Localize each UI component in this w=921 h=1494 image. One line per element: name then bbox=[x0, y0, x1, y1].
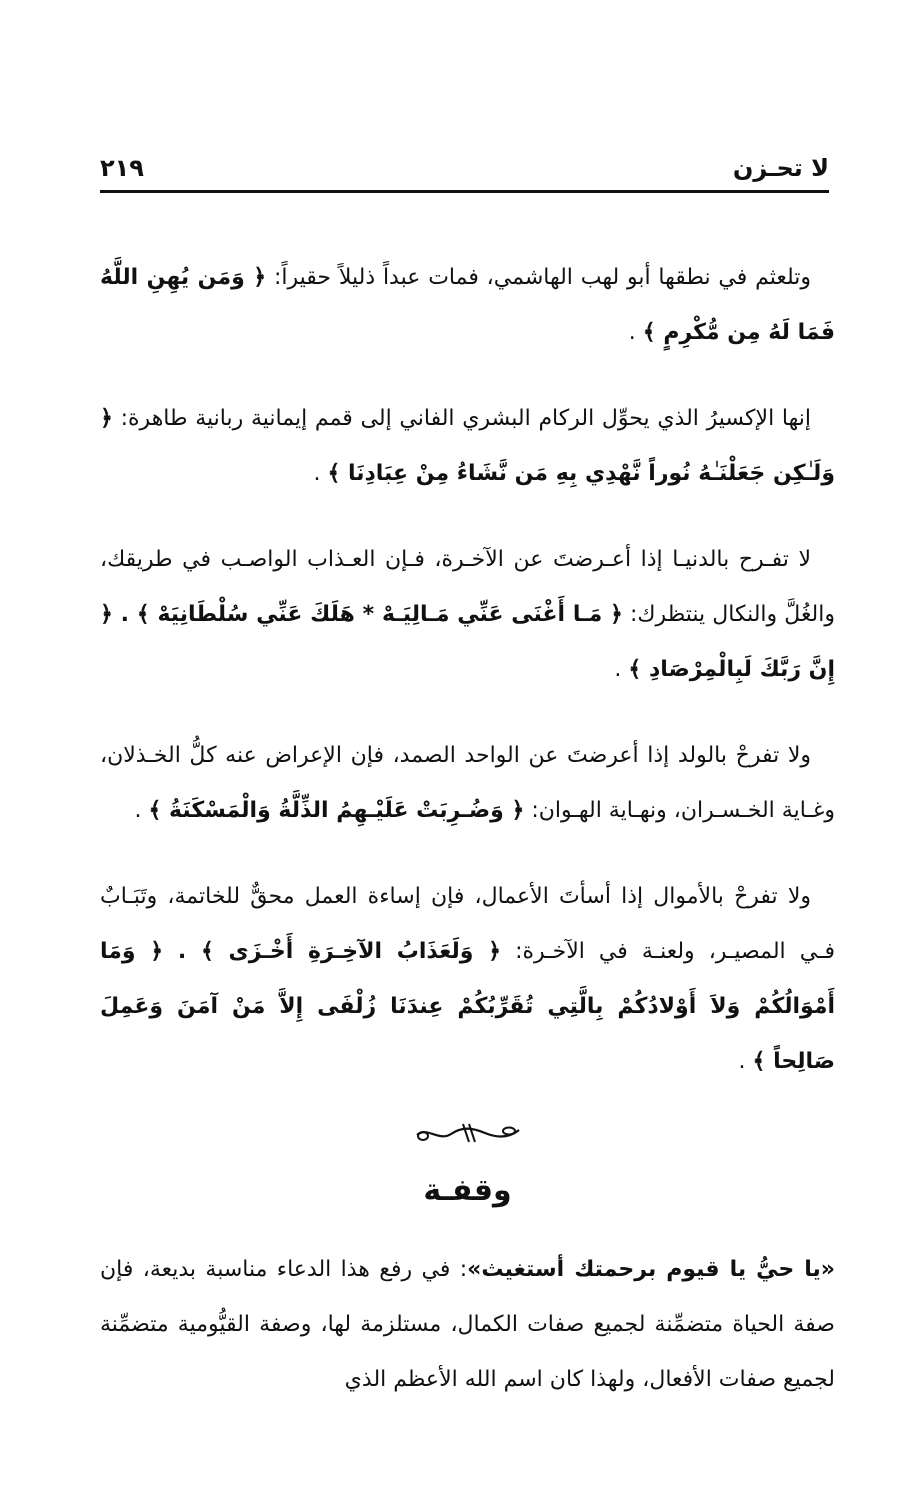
paragraph-text: ولا تفرحْ بالولد إذا أعرضتَ عن الواحد الصمد، فإن الإعراض عنه كلُّ الخـذلان، وغـاية الخـسـران، ونهـاية الهـوان: bbox=[100, 743, 835, 823]
decorative-flourish-icon bbox=[413, 1120, 523, 1146]
book-title: لا تحـزن bbox=[732, 154, 829, 182]
paragraph-tail: . bbox=[738, 1049, 753, 1074]
paragraph-tail: . bbox=[134, 798, 149, 823]
page-body bbox=[100, 250, 835, 1407]
paragraph-text: وتلعثم في نطقها أبو لهب الهاشمي، فمات عبداً ذليلاً حقيراً: bbox=[266, 265, 811, 290]
quran-verse: ﴿ وَمَن يُهِنِ اللَّهُ فَمَا لَهُ مِن مُّكْرِمٍ ﴾ bbox=[100, 265, 835, 345]
quran-verse: ﴿ وَلَعَذَابُ الآخِـرَةِ أَخْـزَى ﴾ . ﴿ وَمَا أَمْوَالُكُمْ وَلاَ أَوْلادُكُمْ بِالَّتِي تُقَرِّبُكُمْ عِندَنَا زُلْفَى إِلاَّ مَنْ آمَنَ وَعَمِلَ صَالِحاً ﴾ bbox=[100, 939, 835, 1074]
page-number: ٢١٩ bbox=[100, 154, 144, 182]
section-paragraph bbox=[100, 1242, 835, 1407]
quran-verse: ﴿ وَلَـٰكِن جَعَلْنَـٰهُ نُوراً نَّهْدِي بِهِ مَن نَّشَاءُ مِنْ عِبَادِنَا ﴾ bbox=[100, 406, 835, 486]
quran-verse: ﴿ وَضُـرِبَتْ عَلَيْـهِمُ الذِّلَّةُ وَالْمَسْكَنَةُ ﴾ bbox=[148, 798, 525, 823]
paragraph-text: إنها الإكسيرُ الذي يحوِّل الركام البشري الفاني إلى قمم إيمانية ربانية طاهرة: bbox=[112, 406, 811, 431]
paragraph-tail: . bbox=[614, 657, 629, 682]
paragraph-5 bbox=[100, 869, 835, 1089]
running-header bbox=[100, 150, 829, 193]
section-heading: وقفـة bbox=[423, 1173, 512, 1208]
paragraph-2 bbox=[100, 391, 835, 501]
paragraph-text: ولا تفرحْ بالأموال إذا أسأتَ الأعمال، فإن إساءة العمل محقٌّ للخاتمة، وتَبَـابٌ فـي المصيـر، ولعنـة في الآخـرة: bbox=[100, 884, 835, 964]
quran-verse: ﴿ مَـا أَغْنَى عَنِّي مَـالِيَـهْ * هَلَكَ عَنِّي سُلْطَانِيَهْ ﴾ . ﴿ إِنَّ رَبَّكَ لَبِالْمِرْصَادِ ﴾ bbox=[100, 602, 835, 682]
section-text: : في رفع هذا الدعاء مناسبة بديعة، فإن صفة الحياة متضمِّنة لجميع صفات الكمال، مستلزمة لها، وصفة القيُّومية متضمِّنة لجميع صفات الأفعال، ولهذا كان اسم الله الأعظم الذي bbox=[100, 1257, 835, 1392]
paragraph-tail: . bbox=[313, 461, 328, 486]
paragraph-3 bbox=[100, 532, 835, 697]
paragraph-1 bbox=[100, 250, 835, 360]
dua-quote: «يا حيُّ يا قيوم برحمتك أستغيث» bbox=[467, 1257, 835, 1282]
paragraph-text: لا تفـرح بالدنيـا إذا أعـرضتَ عن الآخـرة، فـإن العـذاب الواصـب في طريقك، والغُلَّ والنكال ينتظرك: bbox=[100, 547, 835, 627]
paragraph-4 bbox=[100, 728, 835, 838]
paragraph-tail: . bbox=[628, 320, 643, 345]
